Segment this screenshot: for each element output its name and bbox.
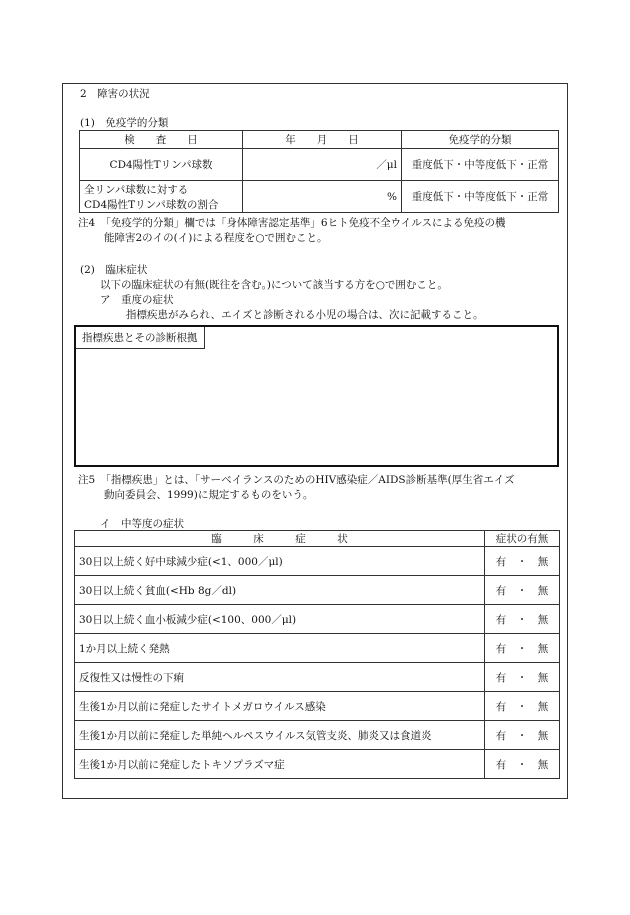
symptom-label: 生後1か月以前に発症した単純ヘルペスウイルス気管支炎、肺炎又は食道炎 <box>75 721 485 750</box>
header-classification: 免疫学的分類 <box>402 131 559 149</box>
note5-line2: 動向委員会、1999)に規定するものをいう。 <box>104 489 314 501</box>
symptom-presence[interactable]: 有 ・ 無 <box>485 576 560 605</box>
symptom-label: 反復性又は慢性の下痢 <box>75 663 485 692</box>
symptom-row <box>75 721 560 750</box>
symptom-label: 生後1か月以前に発症したサイトメガロウイルス感染 <box>75 692 485 721</box>
row-cd4-label: CD4陽性Tリンパ球数 <box>80 149 243 181</box>
row-ratio-unit[interactable]: % <box>243 181 402 213</box>
severe-heading: ア 重度の症状 <box>100 294 174 306</box>
symptom-table <box>74 530 560 779</box>
symptom-presence[interactable]: 有 ・ 無 <box>485 663 560 692</box>
symptom-presence[interactable]: 有 ・ 無 <box>485 750 560 779</box>
clinical-intro: 以下の臨床症状の有無(既往を含む。)について該当する方を○で囲むこと。 <box>100 279 448 291</box>
row-ratio-label-line1: 全リンパ球数に対する <box>84 183 189 196</box>
symptom-label: 30日以上続く血小板減少症(<100、000／μl) <box>75 605 485 634</box>
row-cd4-unit[interactable]: ／μl <box>243 149 402 181</box>
symptom-label: 生後1か月以前に発症したトキソプラズマ症 <box>75 750 485 779</box>
symptom-label: 30日以上続く好中球減少症(<1、000／μl) <box>75 547 485 576</box>
diagnosis-box[interactable] <box>74 325 559 467</box>
section-title: 2 障害の状況 <box>80 88 150 100</box>
header-presence: 症状の有無 <box>485 531 560 547</box>
immuno-table <box>79 130 559 213</box>
symptom-row <box>75 547 560 576</box>
row-ratio-classification[interactable]: 重度低下・中等度低下・正常 <box>402 181 559 213</box>
header-date: 年 月 日 <box>243 131 402 149</box>
symptom-presence[interactable]: 有 ・ 無 <box>485 721 560 750</box>
moderate-heading: イ 中等度の症状 <box>100 518 184 530</box>
symptom-presence[interactable]: 有 ・ 無 <box>485 605 560 634</box>
header-symptom: 臨 床 症 状 <box>75 531 485 547</box>
row-ratio-label <box>80 181 243 213</box>
symptom-presence[interactable]: 有 ・ 無 <box>485 692 560 721</box>
symptom-presence[interactable]: 有 ・ 無 <box>485 547 560 576</box>
diagnosis-label: 指標疾患とその診断根拠 <box>76 327 205 349</box>
immuno-heading: (1) 免疫学的分類 <box>80 117 169 129</box>
row-ratio-label-line2: CD4陽性Tリンパ球数の割合 <box>84 198 219 211</box>
note4-line1: 注4 「免疫学的分類」欄では「身体障害認定基準」6ヒト免疫不全ウイルスによる免疫の機 <box>78 217 506 229</box>
header-exam-date: 検 査 日 <box>80 131 243 149</box>
note4-line2: 能障害2のイの(イ)による程度を○で囲むこと。 <box>104 232 328 244</box>
symptom-row <box>75 634 560 663</box>
row-cd4-classification[interactable]: 重度低下・中等度低下・正常 <box>402 149 559 181</box>
symptom-row <box>75 692 560 721</box>
symptom-label: 30日以上続く貧血(<Hb 8g／dl) <box>75 576 485 605</box>
symptom-row <box>75 576 560 605</box>
symptom-presence[interactable]: 有 ・ 無 <box>485 634 560 663</box>
symptom-row <box>75 663 560 692</box>
symptom-row <box>75 750 560 779</box>
severe-text: 指標疾患がみられ、エイズと診断される小児の場合は、次に記載すること。 <box>126 309 484 321</box>
symptom-label: 1か月以上続く発熱 <box>75 634 485 663</box>
clinical-heading: (2) 臨床症状 <box>80 264 148 276</box>
symptom-row <box>75 605 560 634</box>
note5-line1: 注5 「指標疾患」とは、「サーベイランスのためのHIV感染症／AIDS診断基準(厚生省エイズ <box>78 474 515 486</box>
